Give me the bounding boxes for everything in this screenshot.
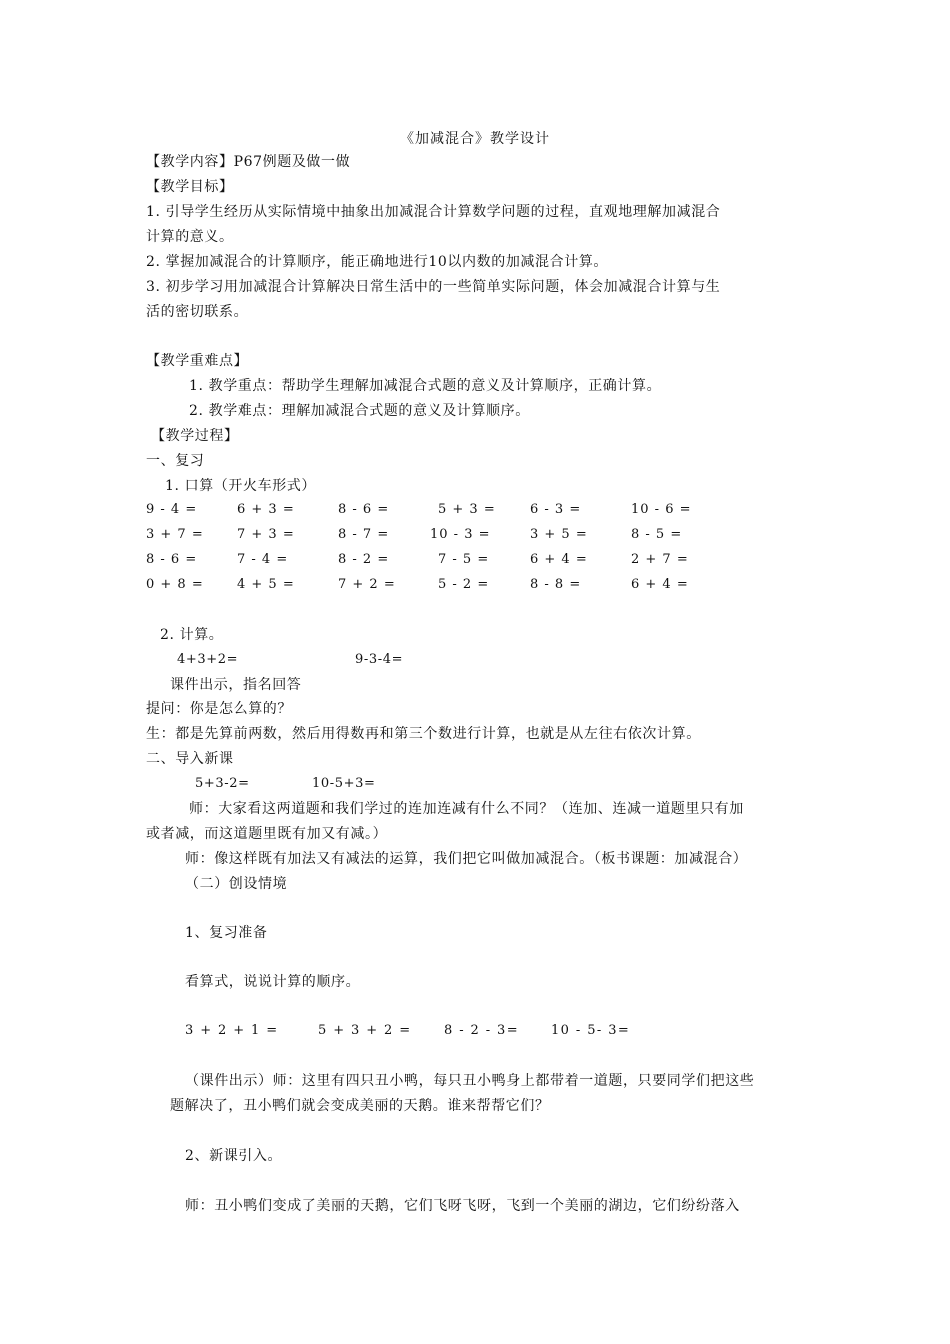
teacher-line-1b: 或者减，而这道题里既有加又有减。）	[146, 826, 388, 842]
order-expr-1: 3 + 2 + 1 =	[185, 1023, 279, 1038]
process-heading: 【教学过程】	[151, 428, 239, 444]
order-expr-2: 5 + 3 + 2 =	[318, 1023, 412, 1038]
oral-item: 8 - 5 =	[631, 527, 683, 542]
oral-item: 8 - 6 =	[338, 502, 390, 517]
oral-item: 3 + 7 =	[146, 527, 204, 542]
new-lesson-intro: 2、新课引入。	[185, 1148, 283, 1164]
teacher-line-1a: 师：大家看这两道题和我们学过的连加连减有什么不同？（连加、连减一道题里只有加	[189, 801, 744, 817]
oral-item: 3 + 5 =	[530, 527, 588, 542]
section-review: 一、复习	[146, 453, 205, 469]
doc-title: 《加减混合》教学设计	[400, 131, 550, 147]
oral-item: 6 - 3 =	[530, 502, 582, 517]
oral-item: 5 - 2 =	[438, 577, 490, 592]
question-line: 提问：你是怎么算的？	[146, 701, 292, 717]
teacher-line-2: 师：像这样既有加法又有减法的运算，我们把它叫做加减混合。（板书课题：加减混合）	[185, 851, 748, 867]
duckling-line-1: （课件出示）师：这里有四只丑小鸭，每只丑小鸭身上都带着一道题，只要同学们把这些	[185, 1073, 755, 1089]
goal-1-line-2: 计算的意义。	[146, 229, 234, 245]
calc-expr-1: 4+3+2=	[177, 652, 239, 667]
new-expr-2: 10-5+3=	[312, 776, 376, 791]
oral-item: 8 - 6 =	[146, 552, 198, 567]
courseware-note: 课件出示，指名回答	[170, 677, 302, 693]
section-new-lesson: 二、导入新课	[146, 751, 234, 767]
oral-item: 9 - 4 =	[146, 502, 198, 517]
goal-3-line-1: 3. 初步学习用加减混合计算解决日常生活中的一些简单实际问题，体会加减混合计算与生	[146, 279, 721, 295]
oral-item: 7 + 2 =	[338, 577, 396, 592]
oral-item: 8 - 2 =	[338, 552, 390, 567]
goal-heading: 【教学目标】	[146, 179, 234, 195]
key-point-2: 2. 教学难点：理解加减混合式题的意义及计算顺序。	[189, 403, 530, 419]
oral-item: 2 + 7 =	[631, 552, 689, 567]
student-answer: 生：都是先算前两数，然后用得数再和第三个数进行计算，也就是从左往右依次计算。	[146, 726, 701, 742]
order-expr-3: 8 - 2 - 3=	[444, 1023, 520, 1038]
oral-item: 7 - 4 =	[237, 552, 289, 567]
oral-item: 6 + 4 =	[530, 552, 588, 567]
swan-line: 师：丑小鸭们变成了美丽的天鹅，它们飞呀飞呀，飞到一个美丽的湖边，它们纷纷落入	[185, 1198, 740, 1214]
new-expr-1: 5+3-2=	[195, 776, 250, 791]
goal-3-line-2: 活的密切联系。	[146, 304, 249, 320]
duckling-line-2: 题解决了，丑小鸭们就会变成美丽的天鹅。谁来帮帮它们？	[170, 1098, 550, 1114]
oral-item: 6 + 3 =	[237, 502, 295, 517]
oral-item: 5 + 3 =	[438, 502, 496, 517]
oral-item: 10 - 6 =	[631, 502, 692, 517]
review-prep-heading: 1、复习准备	[185, 925, 268, 941]
goal-1-line-1: 1. 引导学生经历从实际情境中抽象出加减混合计算数学问题的过程，直观地理解加减混合	[146, 204, 721, 220]
oral-item: 10 - 3 =	[430, 527, 491, 542]
goal-2: 2. 掌握加减混合的计算顺序，能正确地进行10以内数的加减混合计算。	[146, 254, 609, 270]
oral-item: 7 + 3 =	[237, 527, 295, 542]
oral-item: 6 + 4 =	[631, 577, 689, 592]
scene-heading: （二）创设情境	[185, 876, 288, 892]
oral-item: 0 + 8 =	[146, 577, 204, 592]
calc-heading: 2. 计算。	[160, 627, 224, 643]
oral-calc-heading: 1. 口算（开火车形式）	[165, 478, 317, 494]
oral-item: 8 - 8 =	[530, 577, 582, 592]
order-expr-4: 10 - 5- 3=	[551, 1023, 631, 1038]
key-points-heading: 【教学重难点】	[146, 353, 249, 369]
oral-item: 8 - 7 =	[338, 527, 390, 542]
calc-expr-2: 9-3-4=	[355, 652, 404, 667]
look-expression-line: 看算式，说说计算的顺序。	[185, 974, 361, 990]
key-point-1: 1. 教学重点：帮助学生理解加减混合式题的意义及计算顺序，正确计算。	[189, 378, 662, 394]
oral-item: 7 - 5 =	[438, 552, 490, 567]
oral-item: 4 + 5 =	[237, 577, 295, 592]
teaching-content: 【教学内容】P67例题及做一做	[146, 154, 351, 170]
